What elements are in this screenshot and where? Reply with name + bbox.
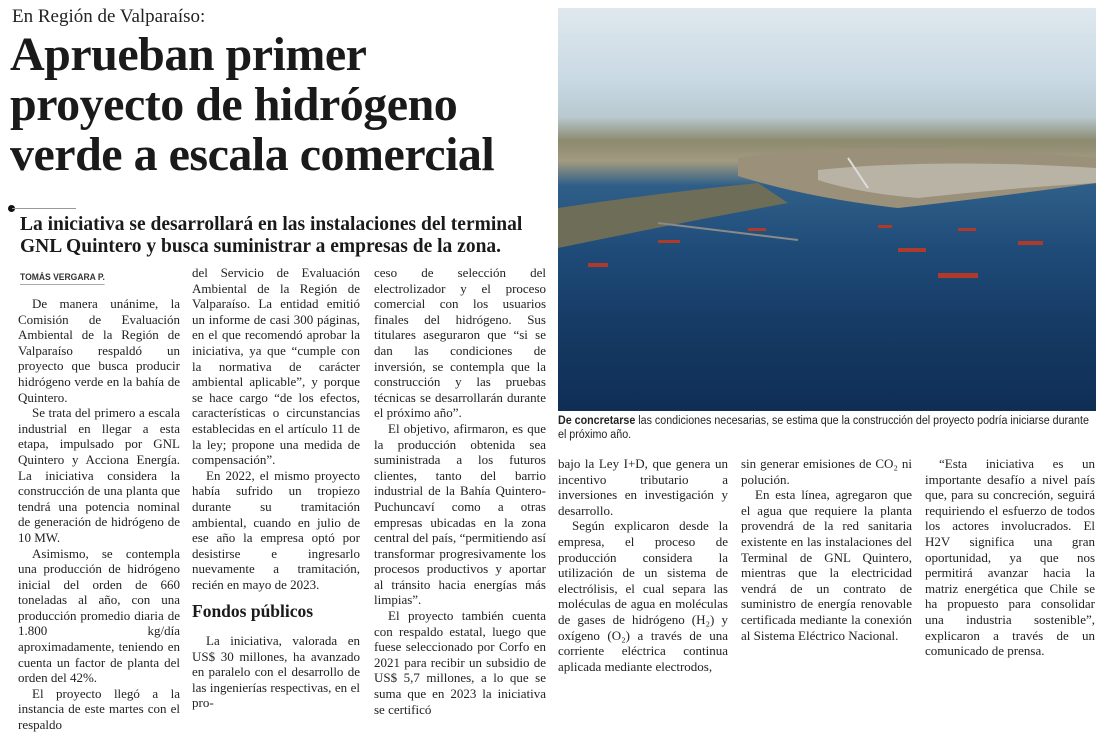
column-5 bbox=[741, 456, 912, 643]
divider-rule bbox=[12, 208, 76, 209]
paragraph: del Servicio de Evaluación Ambiental de la Región de Valparaíso. La entidad emitió un informe de casi 300 páginas, en el que recomendó aprobar la iniciativa, ya que “cumple con la normativa de carácter ambiental aplicable”, y porque se hace cargo “de los efectos, características o circunstancias establecidas en el artículo 11 de la ley; propone una medida de compensación”. bbox=[192, 265, 360, 468]
paragraph: “Esta iniciativa es un importante desafío a nivel país que, para su concreción, seguirá requiriendo el esfuerzo de todos los actores involucrados. El H2V significa una gran oportunidad, ya que nos permitirá avanzar hacia la matriz energética que Chile se ha propuesto para consolidar una industria sostenible”, explicaron a través de un comunicado de prensa. bbox=[925, 456, 1095, 659]
paragraph: Según explicaron desde la empresa, el proceso de producción considera la utilización de un sistema de electrólisis, el cual separa las moléculas de agua en moléculas de gases de hidrógeno (H₂) y oxígeno (O₂) a través de una corriente eléctrica continua aplicada mediante electrodos, bbox=[558, 518, 728, 674]
column-6 bbox=[925, 456, 1095, 659]
paragraph: En esta línea, agregaron que el agua que requiere la planta provendrá de la red sanitaria existente en las instalaciones del Terminal de GNL Quintero, mientras que la electricidad vendrá de un contrato de suministro de energía renovable certificada mediante la conexión al Sistema Eléctrico Nacional. bbox=[741, 487, 912, 643]
paragraph: El proyecto también cuenta con respaldo estatal, luego que fuese seleccionado por Corfo en 2021 para recibir un subsidio de US$ 5,7 millones, a lo que se suma que en 2023 la iniciativa se certificó bbox=[374, 608, 546, 717]
photo-caption bbox=[558, 414, 1096, 442]
paragraph: Se trata del primero a escala industrial en llegar a esta etapa, impulsado por GNL Quintero y Acciona Energía. La iniciativa considera la construcción de una planta que tendrá una potencia nominal de generación de hidrógeno de 10 MW. bbox=[18, 405, 180, 545]
article-kicker: En Región de Valparaíso: bbox=[12, 6, 206, 27]
column-2 bbox=[192, 265, 360, 711]
paragraph: El objetivo, afirmaron, es que la producción obtenida sea suministrada a los futuros clientes, tanto del barrio industrial de la Bahía Quintero-Puchuncaví como a otras empresas ubicadas en la zona central del país, “permitiendo así transformar progresivamente los procesos productivos y aportar al tránsito hacia energías más limpias”. bbox=[374, 420, 546, 608]
caption-lead: De concretarse bbox=[558, 415, 636, 427]
article-title: Aprueban primer proyecto de hidrógeno verde a escala comercial bbox=[10, 28, 495, 181]
paragraph: En 2022, el mismo proyecto había sufrido un tropiezo durante su tramitación ambiental, cuando en julio de ese año la empresa optó por desistirse e ingresarlo nuevamente a tramitación, recién en mayo de 2023. bbox=[192, 467, 360, 592]
paragraph: La iniciativa, valorada en US$ 30 millones, ha avanzado en paralelo con el desarrollo de las ingenierías respectivas, en el pro- bbox=[192, 633, 360, 711]
column-3 bbox=[374, 265, 546, 717]
byline: TOMÁS VERGARA P. bbox=[20, 272, 105, 283]
column-1 bbox=[18, 296, 180, 733]
article-subtitle: La iniciativa se desarrollará en las instalaciones del terminal GNL Quintero y busca suministrar a empresas de la zona. bbox=[20, 214, 523, 257]
paragraph: bajo la Ley I+D, que genera un incentivo tributario a inversiones en investigación y desarrollo. bbox=[558, 456, 728, 518]
paragraph: El proyecto llegó a la instancia de este martes con el respaldo bbox=[18, 685, 180, 733]
paragraph: ceso de selección del electrolizador y el proceso comercial con los usuarios finales del hidrógeno. Sus titulares aseguraron que “si se dan las condiciones de inversión, se contempla que la construcción y las pruebas técnicas se desarrollarán durante el próximo año”. bbox=[374, 265, 546, 421]
paragraph: De manera unánime, la Comisión de Evaluación Ambiental de la Región de Valparaíso respaldó un proyecto que busca producir hidrógeno verde en la bahía de Quintero. bbox=[18, 296, 180, 405]
column-4 bbox=[558, 456, 728, 674]
paragraph: Asimismo, se contempla una producción de hidrógeno inicial del orden de 660 toneladas al año, con una producción promedio diaria de 1.800 kg/día aproximadamente, teniendo en cuenta un factor de planta del orden del 42%. bbox=[18, 545, 180, 686]
paragraph: sin generar emisiones de CO₂ ni polución. bbox=[741, 456, 912, 487]
section-heading: Fondos públicos bbox=[192, 601, 314, 622]
article-photo bbox=[558, 8, 1096, 411]
caption-text: las condiciones necesarias, se estima que la construcción del proyecto podría iniciarse durante el próximo año. bbox=[558, 415, 1089, 441]
